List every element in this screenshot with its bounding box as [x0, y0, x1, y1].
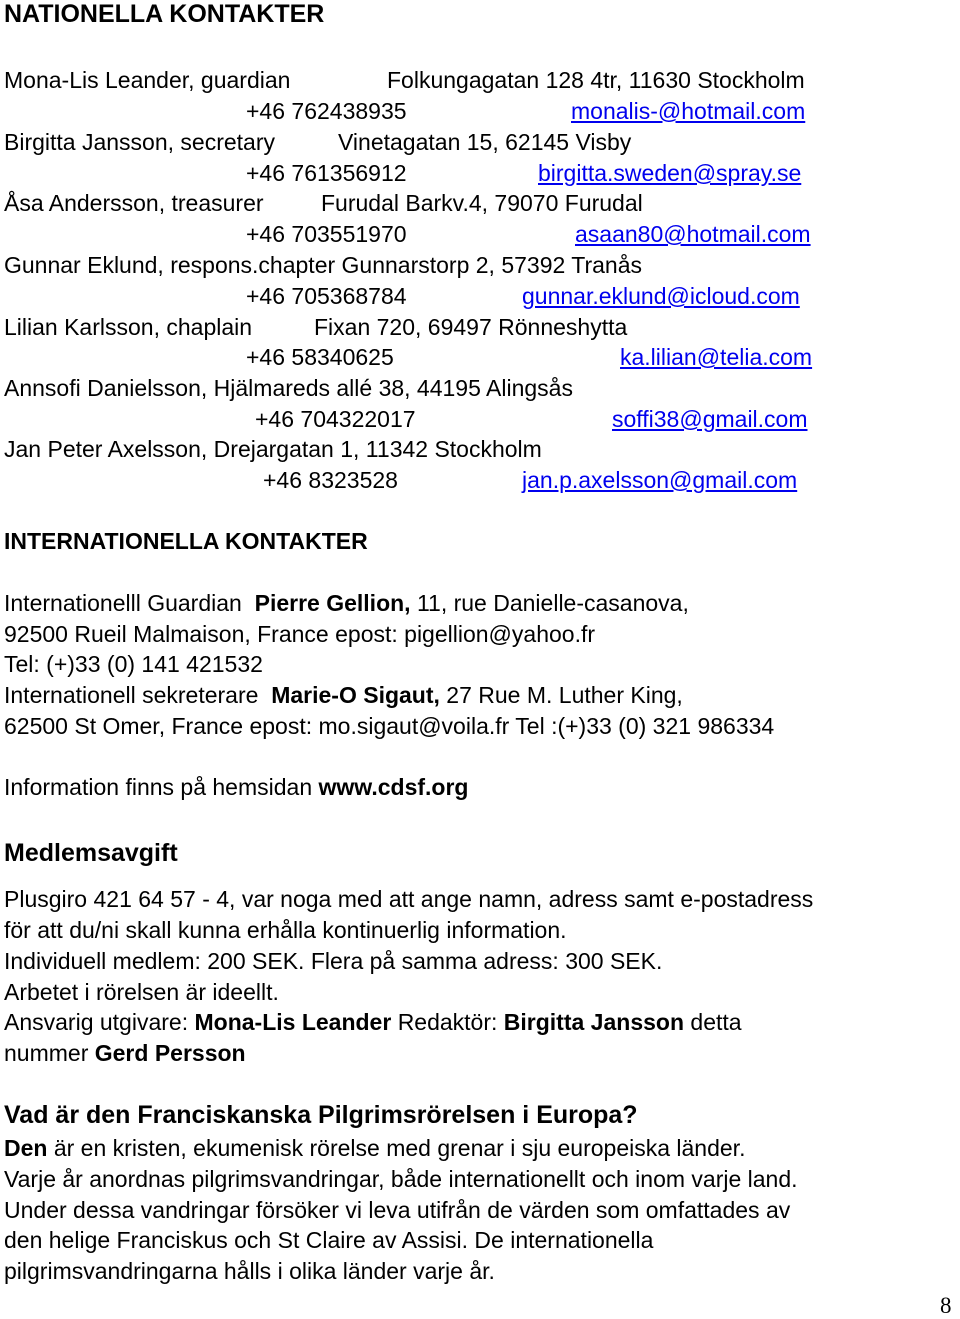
contact-6-phone: +46 704322017: [255, 406, 416, 432]
contact-4-email-link[interactable]: gunnar.eklund@icloud.com: [522, 283, 800, 309]
contact-2-name: Birgitta Jansson, secretary: [4, 129, 276, 155]
about-line1-rest: är en kristen, ekumenisk rörelse med grenar i sju europeiska länder.: [53, 1135, 746, 1161]
page-number: 8: [940, 1293, 952, 1318]
fee-line4: Arbetet i rörelsen är ideellt.: [4, 979, 279, 1005]
contact-1-name: Mona-Lis Leander, guardian: [4, 67, 291, 93]
website-link[interactable]: www.cdsf.org: [318, 774, 469, 800]
contact-1-phone: +46 762438935: [246, 98, 407, 124]
intl-secretary-address: 27 Rue M. Luther King,: [446, 682, 683, 708]
fee-line2: för att du/ni skall kunna erhålla kontinuerlig information.: [4, 917, 567, 943]
about-heading: Vad är den Franciskanska Pilgrimsrörelsen i Europa?: [4, 1101, 638, 1129]
contact-4-name: Gunnar Eklund, respons.chapter Gunnarstorp 2, 57392 Tranås: [4, 252, 643, 278]
contact-7-phone: +46 8323528: [263, 467, 398, 493]
about-first-word: Den: [4, 1135, 48, 1161]
this-issue-text: detta: [690, 1009, 742, 1035]
intl-secretary-line1: [4, 681, 683, 709]
about-line4: den helige Franciskus och St Claire av Assisi. De internationella: [4, 1227, 654, 1253]
about-line3: Under dessa vandringar försöker vi leva utifrån de värden som omfattades av: [4, 1197, 791, 1223]
intl-guardian-line1: [4, 589, 689, 617]
contact-6-name: Annsofi Danielsson, Hjälmareds allé 38, 44195 Alingsås: [4, 375, 573, 401]
fee-heading: Medlemsavgift: [4, 839, 178, 867]
intl-guardian-label: Internationelll Guardian: [4, 590, 242, 616]
intl-secretary-name: Marie-O Sigaut,: [271, 682, 440, 708]
contact-4-phone: +46 705368784: [246, 283, 407, 309]
about-line2: Varje år anordnas pilgrimsvandringar, både internationellt och inom varje land.: [4, 1166, 798, 1192]
international-heading: INTERNATIONELLA KONTAKTER: [4, 528, 368, 554]
fee-line1: Plusgiro 421 64 57 - 4, var noga med att ange namn, adress samt e-postadress: [4, 886, 814, 912]
publisher-line: [4, 1008, 742, 1036]
contact-2-address: Vinetagatan 15, 62145 Visby: [338, 129, 632, 155]
info-prefix: Information finns på hemsidan: [4, 774, 313, 800]
intl-guardian-name: Pierre Gellion,: [254, 590, 411, 616]
contact-3-name: Åsa Andersson, treasurer: [4, 190, 264, 216]
contact-7-email-link[interactable]: jan.p.axelsson@gmail.com: [522, 467, 798, 493]
contact-1-email-link[interactable]: monalis-@hotmail.com: [571, 98, 806, 124]
contact-7-name: Jan Peter Axelsson, Drejargatan 1, 11342 Stockholm: [4, 436, 542, 462]
publisher-label: Ansvarig utgivare:: [4, 1009, 189, 1035]
intl-secretary-label: Internationell sekreterare: [4, 682, 259, 708]
fee-line3: Individuell medlem: 200 SEK. Flera på samma adress: 300 SEK.: [4, 948, 663, 974]
publisher-name: Mona-Lis Leander: [194, 1009, 392, 1035]
intl-secretary-line2: 62500 St Omer, France epost: mo.sigaut@voila.fr Tel :(+)33 (0) 321 986334: [4, 713, 775, 739]
national-heading: NATIONELLA KONTAKTER: [4, 0, 325, 28]
editor-label: Redaktör:: [397, 1009, 498, 1035]
intl-guardian-phone: Tel: (+)33 (0) 141 421532: [4, 651, 263, 677]
contact-3-phone: +46 703551970: [246, 221, 407, 247]
contact-5-name: Lilian Karlsson, chaplain: [4, 314, 253, 340]
about-line1: [4, 1134, 745, 1162]
contact-2-email-link[interactable]: birgitta.sweden@spray.se: [538, 160, 802, 186]
intl-guardian-address: 11, rue Danielle-casanova,: [416, 590, 689, 616]
contact-3-email-link[interactable]: asaan80@hotmail.com: [575, 221, 811, 247]
contact-5-address: Fixan 720, 69497 Rönneshytta: [314, 314, 628, 340]
contact-3-address: Furudal Barkv.4, 79070 Furudal: [321, 190, 643, 216]
issue-word: nummer: [4, 1040, 89, 1066]
contact-2-phone: +46 761356912: [246, 160, 407, 186]
about-line5: pilgrimsvandringarna hålls i olika länder varje år.: [4, 1258, 495, 1284]
contact-1-address: Folkungagatan 128 4tr, 11630 Stockholm: [387, 67, 805, 93]
issue-name: Gerd Persson: [94, 1040, 246, 1066]
info-line: [4, 773, 468, 801]
issue-line: [4, 1039, 246, 1067]
contact-5-phone: +46 58340625: [246, 344, 394, 370]
contact-5-email-link[interactable]: ka.lilian@telia.com: [620, 344, 813, 370]
contact-6-email-link[interactable]: soffi38@gmail.com: [612, 406, 808, 432]
editor-name: Birgitta Jansson: [503, 1009, 685, 1035]
intl-guardian-line2: 92500 Rueil Malmaison, France epost: pigellion@yahoo.fr: [4, 621, 596, 647]
